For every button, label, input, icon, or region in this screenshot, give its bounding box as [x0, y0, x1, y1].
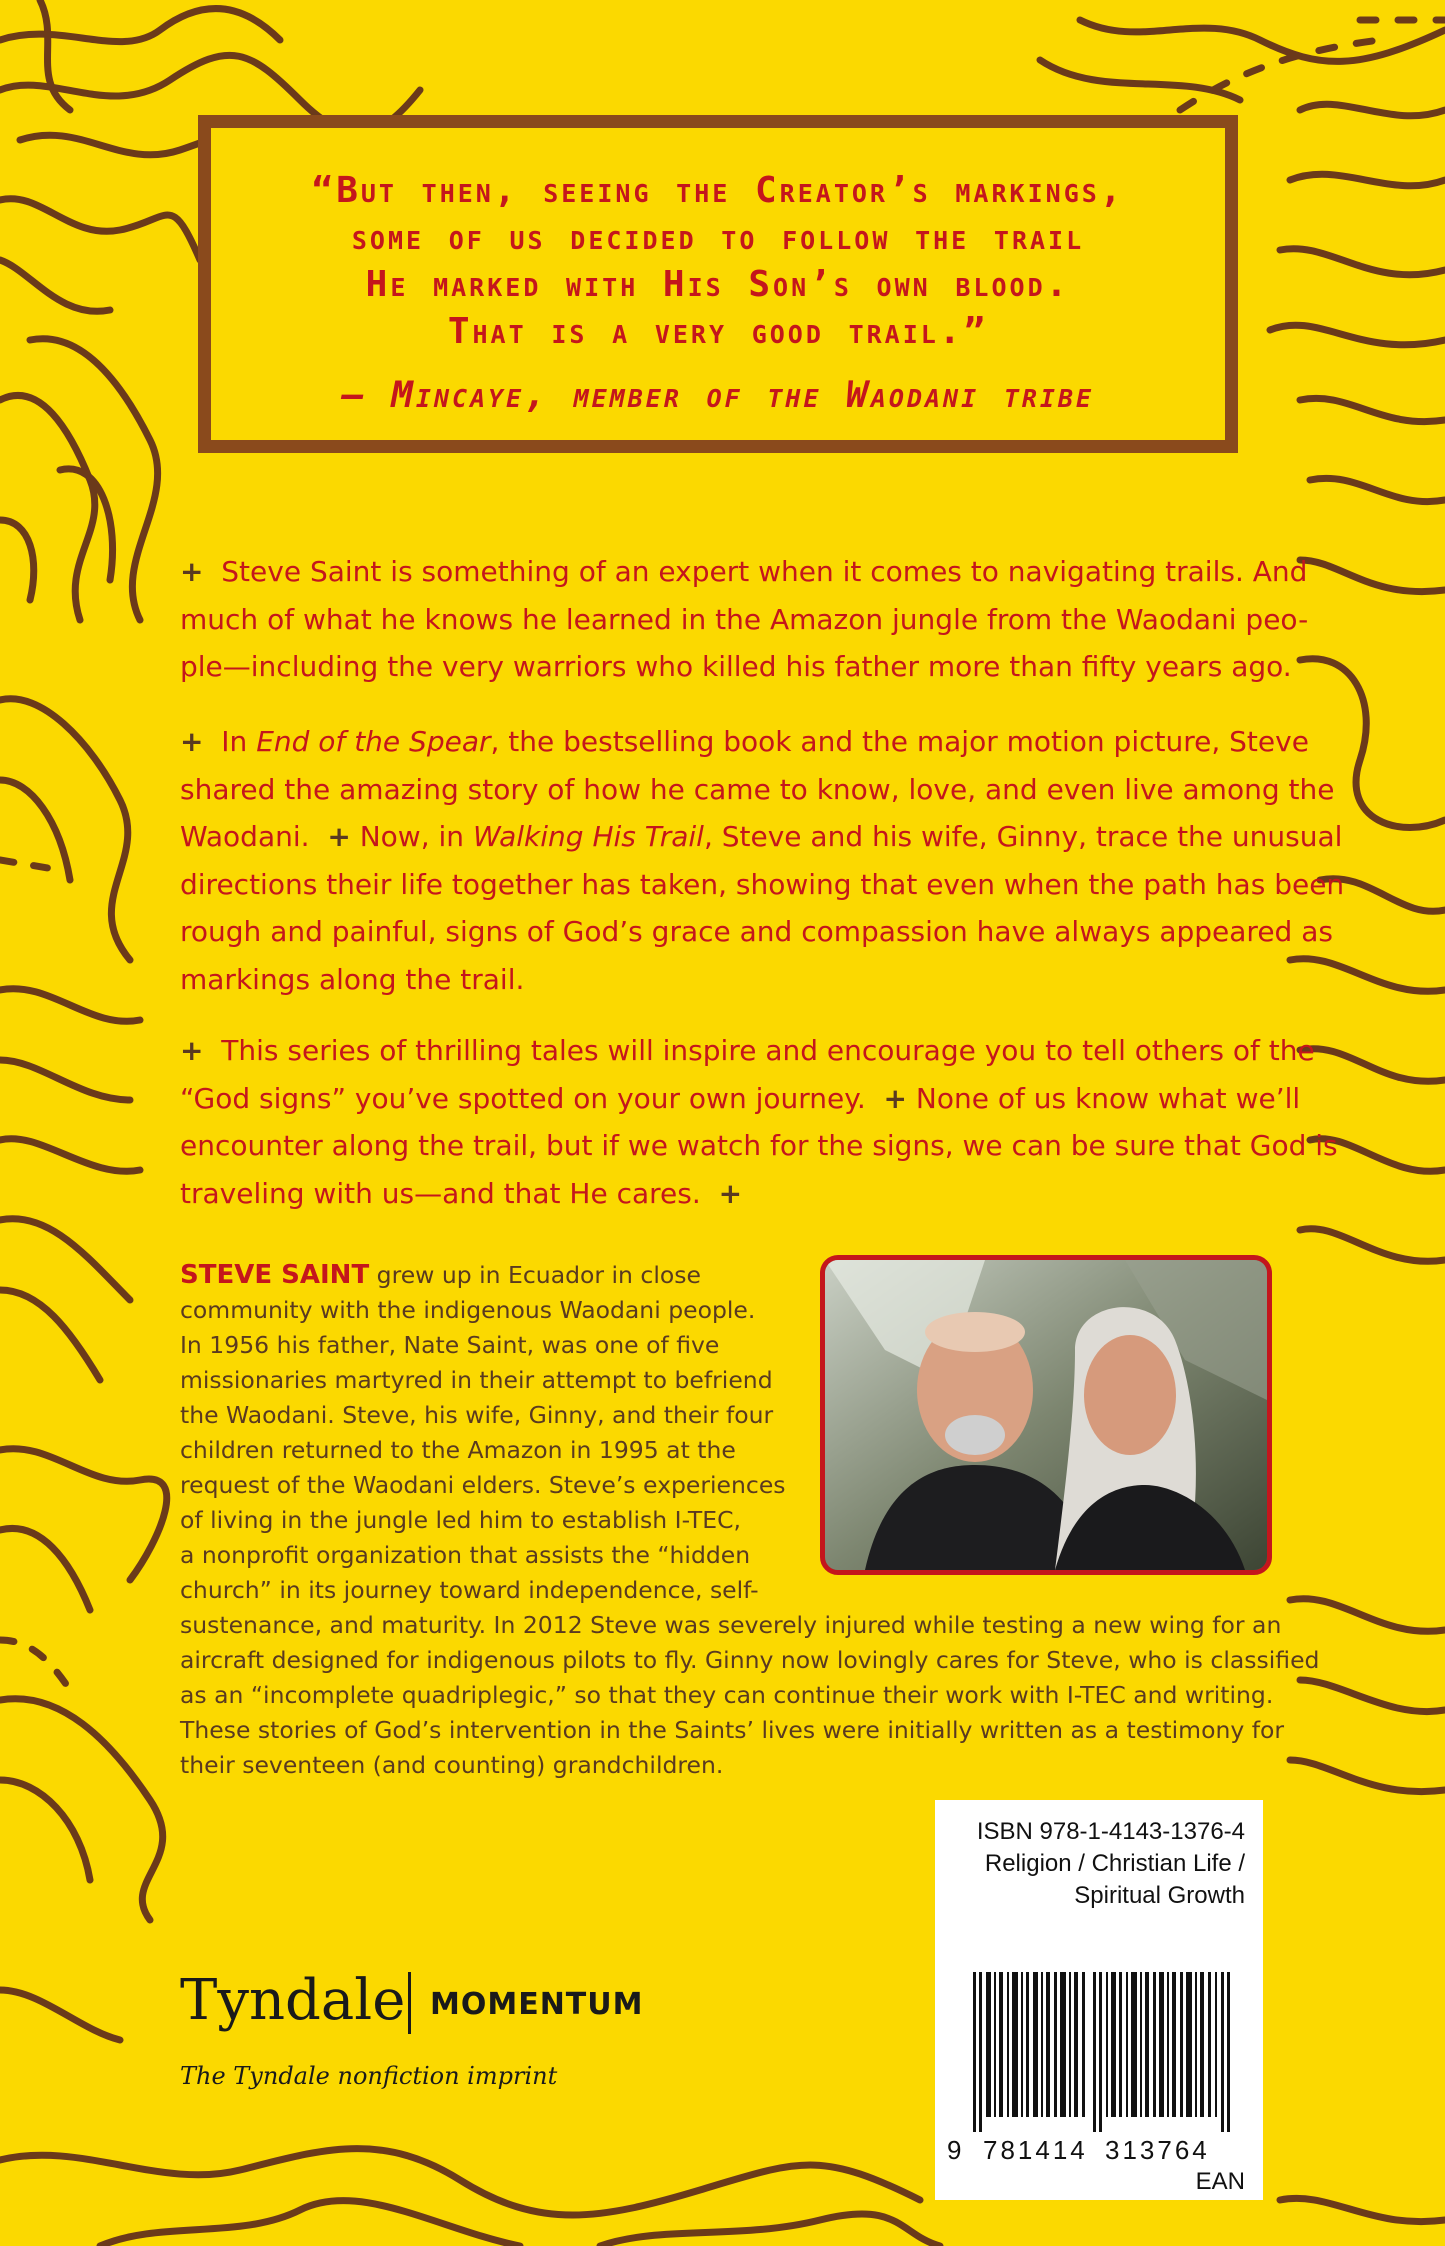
quote-box: [198, 115, 1238, 453]
barcode-icon: [959, 1972, 1241, 2132]
plus-bullet: +: [180, 555, 204, 588]
author-name: STEVE SAINT: [180, 1260, 370, 1290]
isbn-barcode-box: [935, 1800, 1263, 2200]
barcode-digits-left: 781414: [983, 2135, 1088, 2165]
quote-line-1: “But then, seeing the Creator’s markings,: [311, 170, 1125, 211]
publisher-logo-tyndale: Tyndale: [180, 1968, 406, 2033]
plus-bullet: +: [327, 820, 351, 853]
description-paragraph-2: + In End of the Spear, the bestselling book and the major motion picture, Steve shared the amazing story of how he came to know, love, and even live among the Waodani. + Now, in Walking His Trail, Steve and his wife, Ginny, trace the unusual directions their life together has taken, showing that even when the path has been rough and painful, signs of God’s grace and compassion have always appeared as markings along the trail.: [180, 725, 1345, 996]
author-bio: STEVE SAINT grew up in Ecuador in close community with the indigenous Waodani people. In 1956 his father, Nate Saint, was one of five missionaries martyred in their attempt to befriend the Waodani. Steve, his wife, Ginny, and their four children returned to the Amazon in 1995 at the request of the Waodani elders. Steve’s experiences of living in the jungle led him to establish I-TEC, a nonprofit organization that assists the “hidden church” in its journey toward independence, self- sustenance, and maturity. In 2012 Steve was severely injured while testing a new wing for an aircraft designed for indigenous pilots to fly. Ginny now lovingly cares for Steve, who is classified as an “incomplete quadriplegic,” so that they can continue their work with I-TEC and writing. These stories of God’s intervention in the Saints’ lives were initially written as a testimony for their seventeen (and counting) grandchildren.: [180, 1260, 1320, 1779]
quote-line-2: some of us decided to follow the trail: [351, 217, 1085, 258]
quote-attribution: — Mincaye, member of the Waodani tribe: [341, 375, 1095, 416]
book-category-line-2: Spiritual Growth: [1074, 1882, 1245, 1909]
plus-bullet: +: [718, 1176, 743, 1210]
description-paragraph-1: + Steve Saint is something of an expert when it comes to navigating trails. And much of what he knows he learned in the Amazon jungle from the Waodani peo- ple—including the very warriors who killed his father more than fifty years ago.: [180, 555, 1309, 683]
barcode-digit-first: 9: [947, 2135, 965, 2165]
book-title-walking-his-trail: Walking His Trail: [472, 820, 704, 853]
publisher-imprint-momentum: MOMENTUM: [430, 1987, 644, 2022]
author-photo: [820, 1255, 1272, 1575]
book-category-line-1: Religion / Christian Life /: [984, 1850, 1245, 1877]
quote-line-4: That is a very good trail.”: [447, 311, 989, 352]
isbn-number: ISBN 978-1-4143-1376-4: [976, 1818, 1245, 1845]
plus-bullet: +: [883, 1081, 908, 1115]
barcode-digits-right: 313764: [1105, 2135, 1210, 2165]
quote-line-3: He marked with His Son’s own blood.: [365, 264, 1071, 305]
description-paragraph-3: + This series of thrilling tales will inspire and encourage you to tell others of the “God signs” you’ve spotted on your own journey. + None of us know what we’ll encounter along the trail, but if we watch for the signs, we can be sure that God is traveling with us—and that He cares. +: [180, 1034, 1338, 1210]
plus-bullet: +: [180, 1034, 204, 1067]
plus-bullet: +: [180, 725, 204, 758]
ean-label: EAN: [1195, 2168, 1245, 2195]
quote-panel: [208, 125, 1228, 443]
publisher-tagline: The Tyndale nonfiction imprint: [180, 2062, 558, 2090]
logo-divider: [408, 1972, 411, 2034]
book-title-end-of-the-spear: End of the Spear: [256, 725, 491, 758]
author-couple-image: [825, 1260, 1267, 1570]
